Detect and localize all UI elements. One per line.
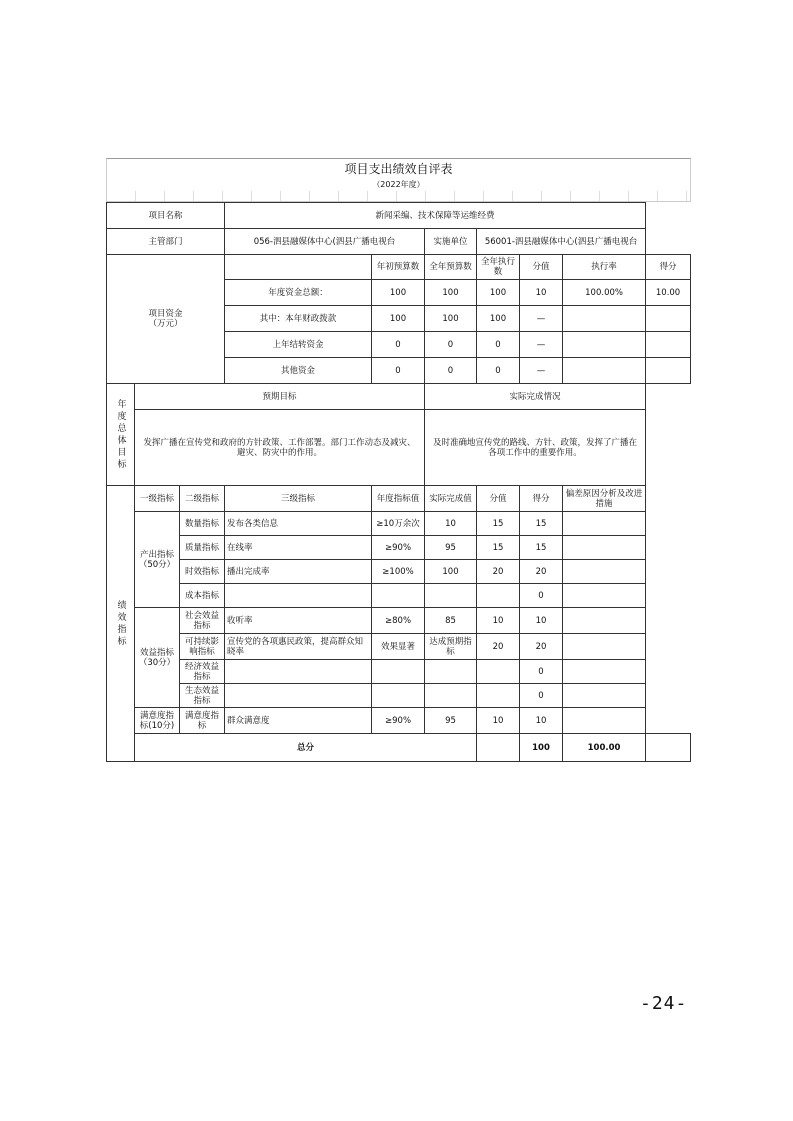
funds-row-c3: 100 — [477, 280, 520, 306]
total-reason — [646, 734, 691, 762]
funds-row-name: 其中：本年财政拨款 — [225, 306, 372, 332]
perf-target: ≥10万余次 — [372, 512, 425, 536]
perf-reason — [563, 584, 646, 608]
perf-header-l3: 三级指标 — [225, 486, 372, 512]
funds-header-blank — [225, 255, 372, 280]
perf-l2: 社会效益指标 — [180, 608, 225, 634]
evaluation-sheet — [106, 158, 691, 762]
funds-row-name: 上年结转资金 — [225, 332, 372, 358]
funds-row-score: — — [520, 306, 563, 332]
total-blank — [477, 734, 520, 762]
perf-actual: 达成预期指标 — [425, 634, 477, 660]
perf-l2: 满意度指标 — [180, 708, 225, 734]
satis-label: 满意度指标(10分) — [135, 708, 180, 734]
perf-l3 — [225, 584, 372, 608]
perf-l3: 在线率 — [225, 536, 372, 560]
perf-got: 10 — [520, 708, 563, 734]
perf-l2: 经济效益指标 — [180, 660, 225, 684]
funds-row-c1: 100 — [372, 280, 425, 306]
output-label — [135, 512, 180, 608]
funds-header-got: 得分 — [646, 255, 691, 280]
total-score: 100 — [520, 734, 563, 762]
perf-l2: 成本指标 — [180, 584, 225, 608]
funds-row-got — [646, 306, 691, 332]
total-label: 总分 — [135, 734, 477, 762]
impl-label: 实施单位 — [425, 229, 477, 255]
funds-row-c1: 100 — [372, 306, 425, 332]
expected-goal-text: 发挥广播在宣传党和政府的方针政策、工作部署。部门工作动态及减灾、避灾、防灾中的作用。 — [135, 410, 425, 486]
perf-got: 15 — [520, 512, 563, 536]
evaluation-table — [106, 202, 691, 762]
page-number: -24- — [640, 993, 688, 1014]
sheet-year: （2022年度） — [106, 179, 691, 191]
benefit-label — [135, 608, 180, 708]
perf-header-target: 年度指标值 — [372, 486, 425, 512]
perf-label: 绩效指标 — [115, 599, 126, 648]
perf-target: ≥100% — [372, 560, 425, 584]
perf-score — [477, 584, 520, 608]
perf-score — [477, 684, 520, 708]
perf-actual — [425, 684, 477, 708]
perf-l3: 发布各类信息 — [225, 512, 372, 536]
funds-row-rate — [563, 358, 646, 384]
perf-actual — [425, 584, 477, 608]
perf-target — [372, 660, 425, 684]
perf-reason — [563, 536, 646, 560]
perf-l3: 宣传党的各项惠民政策，提高群众知晓率 — [225, 634, 372, 660]
funds-row-c2: 100 — [425, 306, 477, 332]
perf-reason — [563, 634, 646, 660]
funds-row-rate — [563, 332, 646, 358]
project-name-label: 项目名称 — [107, 203, 225, 229]
perf-score: 15 — [477, 536, 520, 560]
perf-score: 20 — [477, 634, 520, 660]
perf-reason — [563, 684, 646, 708]
funds-header-rate: 执行率 — [563, 255, 646, 280]
dept-value: 056-泗县融媒体中心(泗县广播电视台 — [225, 229, 425, 255]
funds-row-name: 其他资金 — [225, 358, 372, 384]
perf-reason — [563, 660, 646, 684]
output-label-text: 产出指标 （50分） — [138, 549, 176, 570]
funds-row-rate: 100.00% — [563, 280, 646, 306]
project-name-value: 新闻采编、技术保障等运维经费 — [225, 203, 646, 229]
goals-label-cell — [107, 384, 135, 486]
perf-reason — [563, 560, 646, 584]
expected-goal-header: 预期目标 — [135, 384, 425, 410]
goals-label: 年度总体目标 — [115, 398, 126, 471]
funds-row-c3: 100 — [477, 306, 520, 332]
funds-header-c1: 年初预算数 — [372, 255, 425, 280]
perf-reason — [563, 608, 646, 634]
funds-row-score: — — [520, 358, 563, 384]
perf-header-l2: 二级指标 — [180, 486, 225, 512]
perf-score — [477, 660, 520, 684]
perf-header-reason: 偏差原因分析及改进措施 — [563, 486, 646, 512]
funds-row-c2: 100 — [425, 280, 477, 306]
perf-actual — [425, 660, 477, 684]
perf-actual: 100 — [425, 560, 477, 584]
funds-row-got — [646, 332, 691, 358]
perf-target: ≥90% — [372, 708, 425, 734]
perf-score: 10 — [477, 708, 520, 734]
funds-row-c2: 0 — [425, 332, 477, 358]
perf-reason — [563, 512, 646, 536]
perf-l3 — [225, 684, 372, 708]
benefit-label-text: 效益指标 （30分） — [138, 647, 176, 668]
perf-header-l1: 一级指标 — [135, 486, 180, 512]
actual-result-text: 及时准确地宣传党的路线、方针、政策，发挥了广播在各项工作中的重要作用。 — [425, 410, 646, 486]
perf-l3: 群众满意度 — [225, 708, 372, 734]
perf-score: 20 — [477, 560, 520, 584]
perf-header-got: 得分 — [520, 486, 563, 512]
perf-actual: 95 — [425, 708, 477, 734]
perf-header-score: 分值 — [477, 486, 520, 512]
funds-row-c3: 0 — [477, 358, 520, 384]
impl-value: 56001-泗县融媒体中心(泗县广播电视台 — [477, 229, 646, 255]
actual-result-header: 实际完成情况 — [425, 384, 646, 410]
funds-header-c2: 全年预算数 — [425, 255, 477, 280]
perf-target — [372, 684, 425, 708]
perf-score: 15 — [477, 512, 520, 536]
funds-header-c3: 全年执行数 — [477, 255, 520, 280]
funds-row-got: 10.00 — [646, 280, 691, 306]
perf-got: 0 — [520, 684, 563, 708]
perf-got: 20 — [520, 560, 563, 584]
perf-got: 10 — [520, 608, 563, 634]
perf-score: 10 — [477, 608, 520, 634]
funds-row-c1: 0 — [372, 358, 425, 384]
funds-row-rate — [563, 306, 646, 332]
perf-l2: 生态效益指标 — [180, 684, 225, 708]
perf-got: 15 — [520, 536, 563, 560]
funds-row-score: 10 — [520, 280, 563, 306]
perf-actual: 95 — [425, 536, 477, 560]
sheet-title: 项目支出绩效自评表 — [106, 158, 691, 179]
funds-header-score: 分值 — [520, 255, 563, 280]
perf-l3 — [225, 660, 372, 684]
funds-row-c2: 0 — [425, 358, 477, 384]
funds-row-c1: 0 — [372, 332, 425, 358]
perf-target: ≥90% — [372, 536, 425, 560]
perf-got: 0 — [520, 660, 563, 684]
perf-l2: 质量指标 — [180, 536, 225, 560]
perf-l2: 时效指标 — [180, 560, 225, 584]
perf-header-actual: 实际完成值 — [425, 486, 477, 512]
perf-target — [372, 584, 425, 608]
perf-actual: 10 — [425, 512, 477, 536]
total-got: 100.00 — [563, 734, 646, 762]
perf-target: 效果显著 — [372, 634, 425, 660]
perf-got: 0 — [520, 584, 563, 608]
funds-row-c3: 0 — [477, 332, 520, 358]
funds-row-name: 年度资金总额： — [225, 280, 372, 306]
perf-got: 20 — [520, 634, 563, 660]
funds-row-score: — — [520, 332, 563, 358]
perf-l3: 收听率 — [225, 608, 372, 634]
funds-row-got — [646, 358, 691, 384]
perf-l2: 数量指标 — [180, 512, 225, 536]
funds-label — [107, 255, 225, 384]
funds-label-text: 项目资金 （万元） — [148, 309, 183, 329]
blank-grid-row — [106, 191, 691, 202]
perf-l3: 播出完成率 — [225, 560, 372, 584]
perf-l2: 可持续影响指标 — [180, 634, 225, 660]
perf-target: ≥80% — [372, 608, 425, 634]
perf-reason — [563, 708, 646, 734]
perf-actual: 85 — [425, 608, 477, 634]
dept-label: 主管部门 — [107, 229, 225, 255]
perf-label-cell — [107, 486, 135, 762]
